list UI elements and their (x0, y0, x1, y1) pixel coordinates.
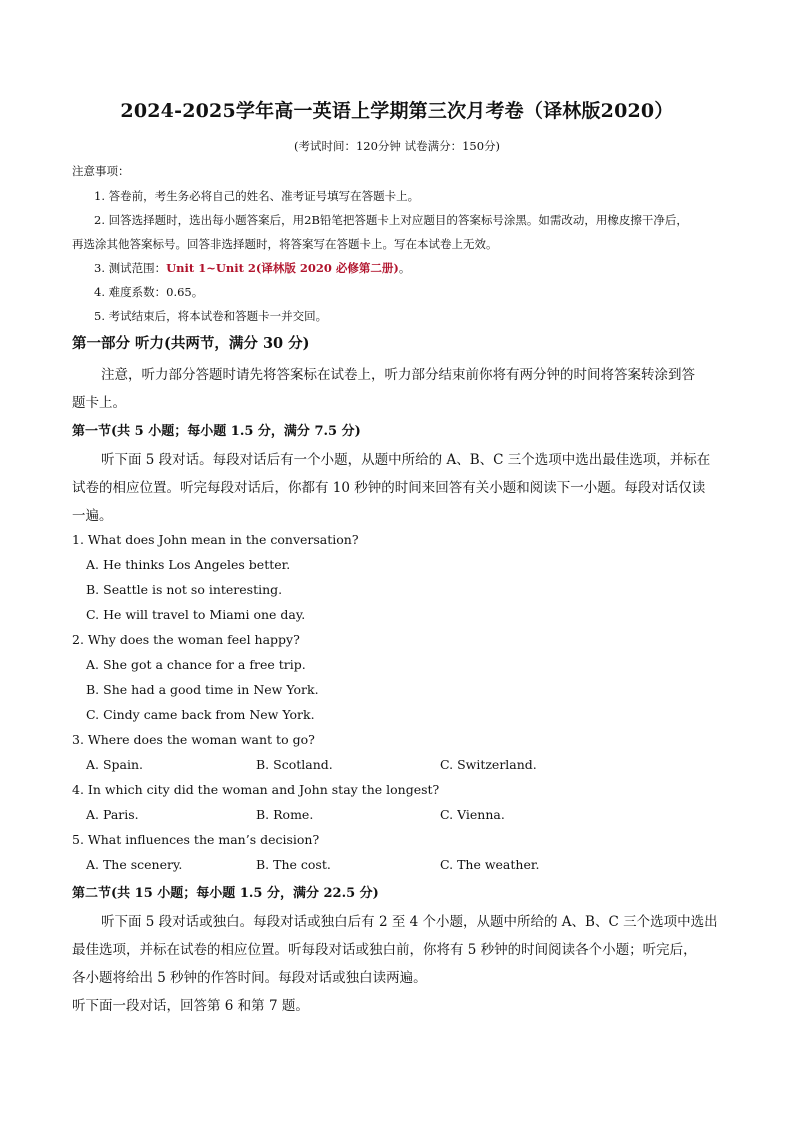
note-4: 4. 难度系数：0.65。 (94, 285, 204, 299)
question-1: 1. What does John mean in the conversation? (72, 532, 359, 547)
question-1-option-a: A. He thinks Los Angeles better. (86, 557, 291, 572)
note-3-prefix: 3. 测试范围： (94, 261, 167, 275)
section2-next-instruction: 听下面一段对话，回答第 6 和第 7 题。 (72, 998, 309, 1014)
question-4-option-b: B. Rome. (256, 807, 314, 822)
question-3: 3. Where does the woman want to go? (72, 732, 315, 747)
section2-intro-line-3: 各小题将给出 5 秒钟的作答时间。每段对话或独白读两遍。 (72, 970, 427, 986)
question-4: 4. In which city did the woman and John stay the longest? (72, 782, 440, 797)
question-5-option-b: B. The cost. (256, 857, 331, 872)
section2-intro-line-2: 最佳选项，并标在试卷的相应位置。听每段对话或独白前，你将有 5 秒钟的时间阅读各个小题；听完后， (72, 942, 697, 958)
question-4-option-c: C. Vienna. (440, 807, 505, 822)
note-5: 5. 考试结束后，将本试卷和答题卡一并交回。 (94, 309, 328, 323)
page-title: 2024-2025学年高一英语上学期第三次月考卷（译林版2020） (120, 100, 674, 122)
question-3-option-b: B. Scotland. (256, 757, 333, 772)
question-1-option-b: B. Seattle is not so interesting. (86, 582, 283, 597)
notes-heading: 注意事项： (72, 164, 130, 178)
section2-heading: 第二节(共 15 小题；每小题 1.5 分，满分 22.5 分) (72, 886, 379, 901)
note-1: 1. 答卷前，考生务必将自己的姓名、准考证号填写在答题卡上。 (94, 189, 420, 203)
question-1-option-c: C. He will travel to Miami one day. (86, 607, 306, 622)
question-3-option-a: A. Spain. (86, 757, 144, 772)
part1-intro-line-1: 注意，听力部分答题时请先将答案标在试卷上，听力部分结束前你将有两分钟的时间将答案转涂到答 (101, 367, 695, 383)
section2-intro-line-1: 听下面 5 段对话或独白。每段对话或独白后有 2 至 4 个小题，从题中所给的 A、B、C 三个选项中选出 (101, 914, 718, 930)
question-5-option-a: A. The scenery. (86, 857, 183, 872)
note-2-line-2: 再选涂其他答案标号。回答非选择题时，将答案写在答题卡上。写在本试卷上无效。 (72, 237, 498, 251)
section1-heading: 第一节(共 5 小题；每小题 1.5 分，满分 7.5 分) (72, 424, 361, 439)
question-5: 5. What influences the man’s decision? (72, 832, 320, 847)
question-2-option-c: C. Cindy came back from New York. (86, 707, 315, 722)
section1-intro-line-3: 一遍。 (72, 508, 113, 524)
question-4-option-a: A. Paris. (86, 807, 139, 822)
note-3-suffix: 。 (398, 261, 411, 275)
question-5-option-c: C. The weather. (440, 857, 540, 872)
question-2: 2. Why does the woman feel happy? (72, 632, 300, 647)
question-2-option-b: B. She had a good time in New York. (86, 682, 319, 697)
part1-heading: 第一部分 听力(共两节，满分 30 分) (72, 335, 310, 352)
question-3-option-c: C. Switzerland. (440, 757, 537, 772)
exam-time-info: (考试时间：120分钟 试卷满分：150分) (293, 139, 501, 153)
note-2-line-1: 2. 回答选择题时，选出每小题答案后，用2B铅笔把答题卡上对应题目的答案标号涂黑。如需改动，用橡皮擦干净后， (94, 213, 688, 227)
note-3 (94, 260, 744, 276)
section1-intro-line-2: 试卷的相应位置。听完每段对话后，你都有 10 秒钟的时间来回答有关小题和阅读下一小题。每段对话仅读 (72, 480, 706, 496)
question-2-option-a: A. She got a chance for a free trip. (86, 657, 306, 672)
section1-intro-line-1: 听下面 5 段对话。每段对话后有一个小题，从题中所给的 A、B、C 三个选项中选出最佳选项，并标在 (101, 452, 711, 468)
test-range: Unit 1~Unit 2(译林版 2020 必修第二册) (166, 261, 399, 275)
part1-intro-line-2: 题卡上。 (72, 395, 126, 411)
